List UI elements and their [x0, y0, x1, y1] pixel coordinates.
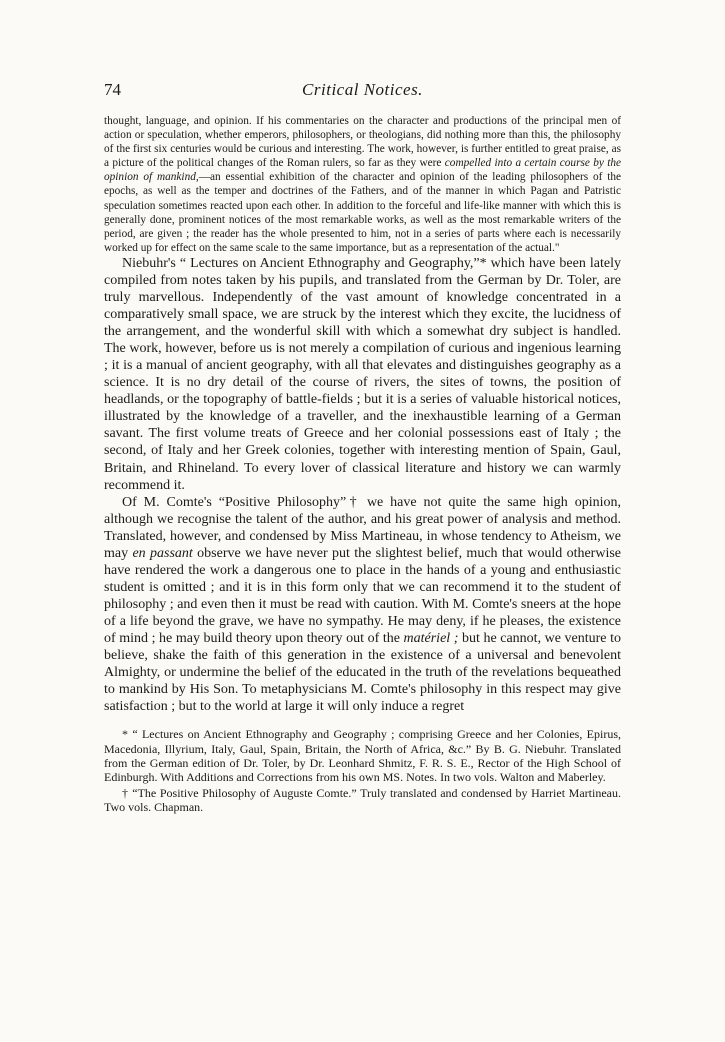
paragraph-comte — [104, 494, 621, 716]
paragraph-continuation — [104, 114, 621, 255]
paragraph-text: Of M. Comte's “Positive Philosophy”† we have not quite the same high opinion, although we recognise the talent of the author, and his great power of analysis and method. Translated, however, and condensed by Miss Martineau, in whose tendency to Atheism, we may — [104, 494, 621, 561]
footnote-1: * “ Lectures on Ancient Ethnography and Geography ; comprising Greece and her Colonies, Epirus, Macedonia, Illyrium, Italy, Gaul, Spain, Britain, the North of Africa, &c.” By B. G. Niebuhr. Translated from the German edition of Dr. Toler, by Dr. Leonhard Shmitz, F. R. S. E., Rector of the High School of Edinburgh. With Additions and Corrections from his own MS. Notes. In two vols. Walton and Maberley. — [104, 727, 621, 785]
page-number: 74 — [104, 80, 121, 99]
emphasis-text: en passant — [132, 545, 193, 561]
paragraph-niebuhr: Niebuhr's “ Lectures on Ancient Ethnography and Geography,”* which have been lately compiled from notes taken by his pupils, and translated from the German by Dr. Toler, are truly marvellous. Independently of the vast amount of knowledge concentrated in a comparatively small space, we are struck by the interest which they excite, the lucidness of the arrangement, and the wonderful skill with which a somewhat dry subject is handled. The work, however, before us is not merely a compilation of curious and ingenious learning ; it is a manual of ancient geography, with all that elevates and distinguishes geography as a science. It is no dry detail of the course of rivers, the sites of towns, the position of headlands, or the topography of battle-fields ; but it is a series of valuable historical notices, illustrated by the knowledge of a traveller, and the inexhaustible learning of a German savant. The first volume treats of Greece and her colonial possessions east of Italy ; the second, of Italy and her Greek colonies, together with interesting mention of Spain, Gaul, Britain, and Rhineland. To every lover of classical literature and history we can warmly recommend it. — [104, 255, 621, 493]
paragraph-text: observe we have never put the slightest belief, much that would otherwise have rendered the work a dangerous one to place in the hands of a young and enthusiastic student is omitted ; and it is in this form only that we can recommend it to the student of philosophy ; and even then it must be read with caution. With M. Comte's sneers at the hope of a life beyond the grave, we have no sympathy. He may deny, if he pleases, the existence of mind ; he may build theory upon theory out of the — [104, 545, 622, 646]
running-title: Critical Notices. — [302, 80, 423, 99]
paragraph-text: but he cannot, we venture to believe, shake the faith of this generation in the existence of a universal and benevolent Almighty, or undermine the belief of the educated in the truth of the revelations bequeathed to mankind by His Son. To metaphysicians M. Comte's philosophy in this respect may give satisfaction ; but to the world at large it will only induce a regret — [104, 630, 621, 715]
page — [104, 80, 621, 815]
emphasis-text: matériel ; — [403, 630, 459, 646]
paragraph-text: thought, language, and opinion. If his commentaries on the character and productions of the principal men of action or speculation, whether emperors, philosophers, or theologians, did nothing more than this, the philosophy of the first six centuries would be curious and interesting. The work, however, is further entitled to great praise, as a picture of the political changes of the Roman rulers, so far as they were — [104, 115, 621, 170]
paragraph-text: —an essential exhibition of the character and opinion of the leading philosophers of the epochs, as well as the temper and doctrines of the Fathers, and of the manner in which Pagan and Patristic speculation sometimes reacted upon each other. In addition to the forceful and life-like manner with which this is generally done, prominent notices of the most remarkable works, as well as the most remarkable writers of the period, are given ; the reader has the whole presented to him, not in a series of parts where each is necessarily worked up for effect on the same scale to the same importance, but as a representation of the actual." — [104, 171, 622, 254]
footnote-2: † “The Positive Philosophy of Auguste Comte.” Truly translated and condensed by Harriet Martineau. Two vols. Chapman. — [104, 785, 621, 815]
emphasis-text: compelled into a certain course by the opinion of mankind, — [104, 157, 622, 184]
page-header — [104, 80, 621, 110]
